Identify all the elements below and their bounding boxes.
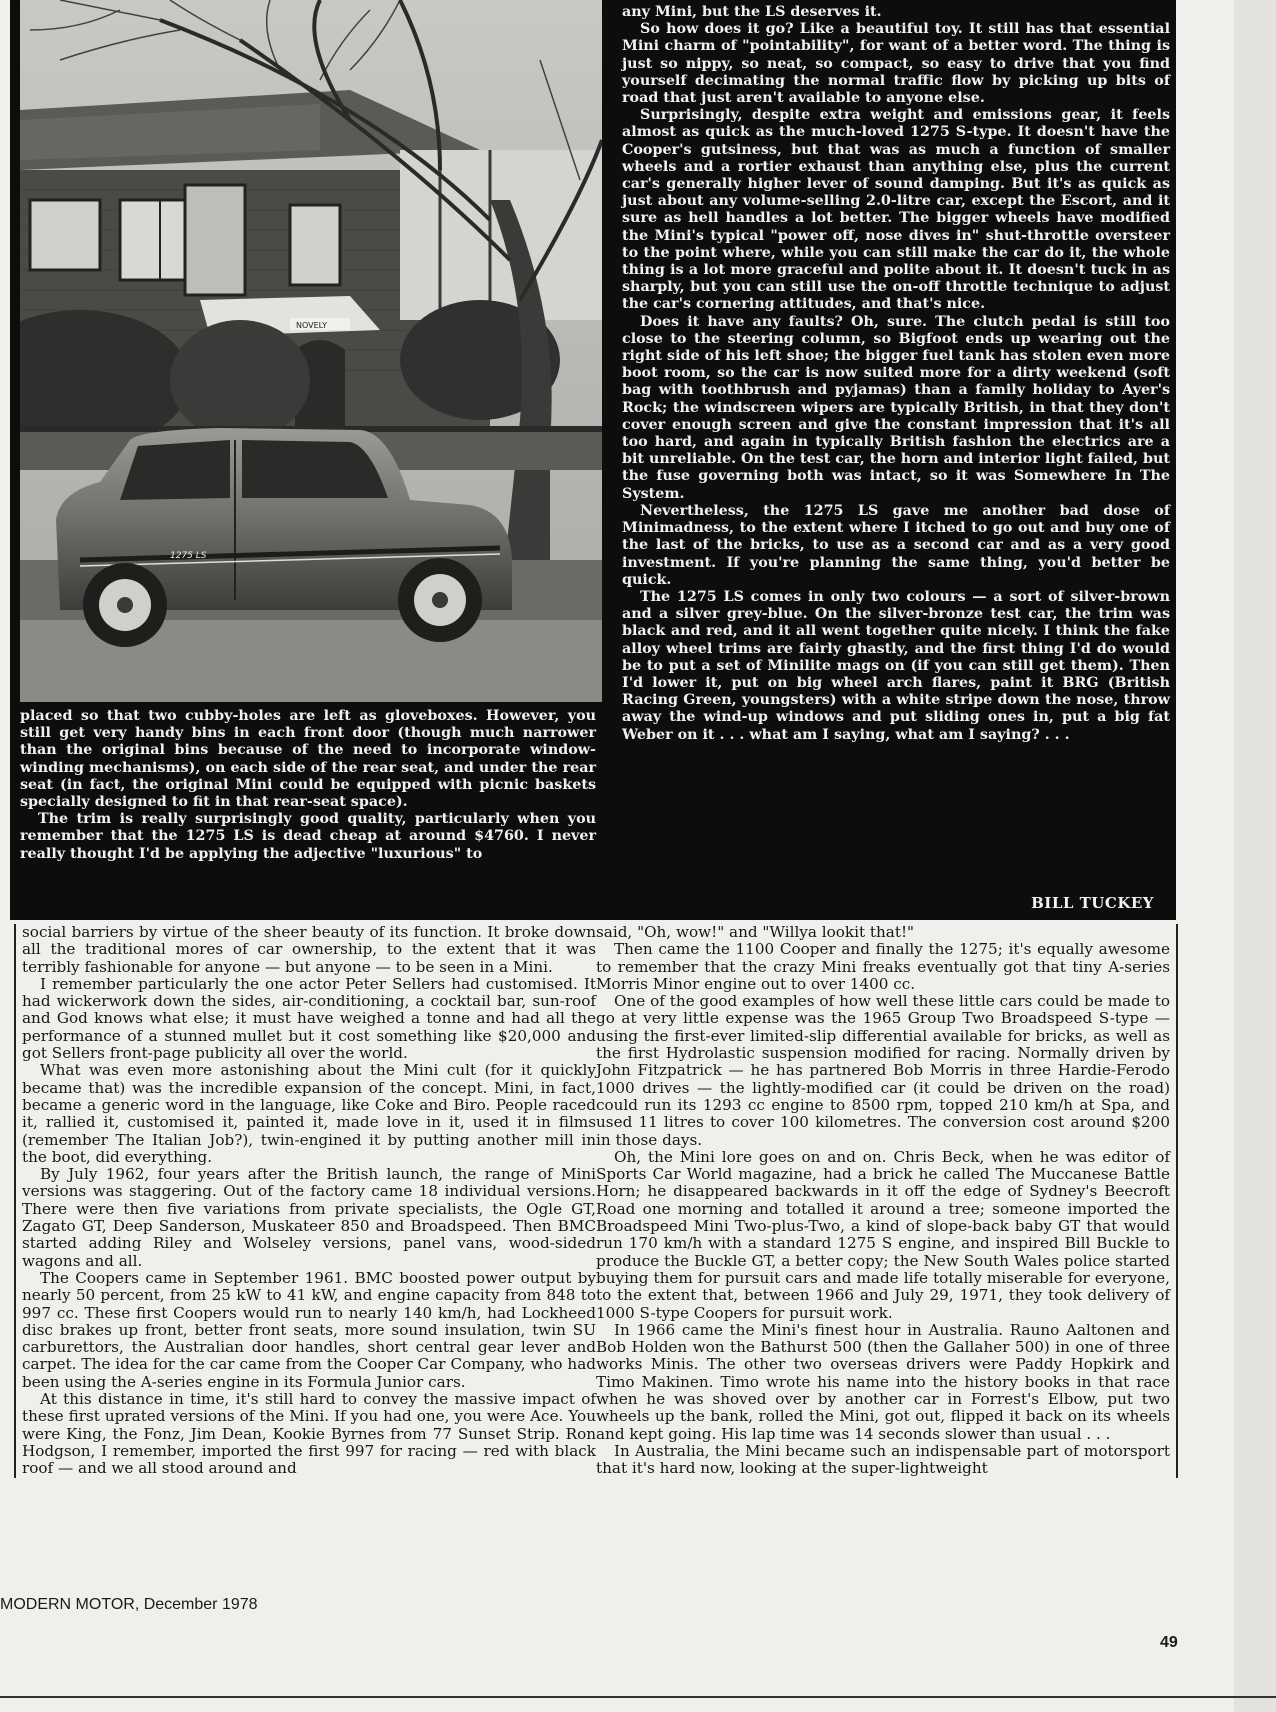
review-column-bottom xyxy=(20,708,596,863)
article-column-left xyxy=(14,924,596,1478)
article-paragraph: At this distance in time, it's still hard to convey the massive impact of these first uprated versions of the Mini. If you had one, you were Ace. You were King, the Fonz, Jim Dean, Kookie Byrnes from 77 Sunset Strip. Ron Hodgson, I remember, imported the first 997 for racing — red with black roof — and we all stood around and xyxy=(22,1390,596,1478)
review-paragraph: So how does it go? Like a beautiful toy. It still has that essential Mini charm of "pointability", for want of a better word. The thing is just so nippy, so neat, so compact, so easy to drive that you find yourself decimating the normal traffic flow by picking up bits of road that just aren't available to anyone else. xyxy=(622,21,1170,107)
review-paragraph: The 1275 LS comes in only two colours — a sort of silver-brown and a silver grey-blue. On the silver-bronze test car, the trim was black and red, and it all went together quite nicely. I think the fake alloy wheel trims are fairly ghastly, and the first thing I'd do would be to put a set of Minilite mags on (if you can still get them). Then I'd lower it, put on big wheel arch flares, paint it BRG (British Racing Green, youngsters) with a white stripe down the nose, throw away the wind-up windows and put sliding ones in, put a big fat Weber on it . . . what am I saying, what am I saying? . . . xyxy=(622,588,1170,743)
page-edge-shadow xyxy=(1234,0,1276,1712)
review-paragraph: The trim is really surprisingly good quality, particularly when you remember that the 1275 LS is dead cheap at around $4760. I never really thought I'd be applying the adjective "luxurious" to xyxy=(20,811,596,862)
review-paragraph: placed so that two cubby-holes are left as gloveboxes. However, you still get very handy bins in each front door (though much narrower than the original bins because of the need to incorporate window-winding mechanisms), on each side of the rear seat, and under the rear seat (in fact, the original Mini could be equipped with picnic baskets specially designed to fit in that rear-seat space). xyxy=(20,708,596,811)
page-number: 49 xyxy=(1160,1634,1178,1651)
article-paragraph: In Australia, the Mini became such an indispensable part of motorsport that it's hard now, looking at the super-lightweight xyxy=(596,1441,1170,1478)
car-photo xyxy=(20,0,602,702)
article-paragraph: The Coopers came in September 1961. BMC boosted power output by nearly 50 percent, from 25 kW to 41 kW, and engine capacity from 848 to 997 cc. These first Coopers would run to nearly 140 km/h, had Lockheed disc brakes up front, better front seats, more sound insulation, twin SU carburettors, the Australian door handles, short central gear lever and carpet. The idea for the car came from the Cooper Car Company, who had been using the A-series engine in its Formula Junior cars. xyxy=(22,1268,596,1391)
article-paragraph: What was even more astonishing about the Mini cult (for it quickly became that) was the incredible expansion of the concept. Mini, in fact, became a generic word in the language, like Coke and Biro. People raced it, rallied it, customised it, painted it, made love in it, used it in films (remember The Italian Job?), twin-engined it by putting another mill in the boot, did everything. xyxy=(22,1061,596,1166)
review-paragraph: any Mini, but the LS deserves it. xyxy=(622,4,882,20)
article-paragraph: said, "Oh, wow!" and "Willya lookit that!" xyxy=(596,923,915,941)
review-paragraph: Nevertheless, the 1275 LS gave me another bad dose of Minimadness, to the extent where I itched to go out and buy one of the last of the bricks, to use as a second car and as a very good investment. If you're planning the same thing, you'd better be quick. xyxy=(622,502,1170,588)
article-paragraph: By July 1962, four years after the British launch, the range of Mini versions was staggering. Out of the factory came 18 individual versions. There were then five variations from private specialists, the Ogle GT, Zagato GT, Deep Sanderson, Muskateer 850 and Broadspeed. Then BMC started adding Riley and Wolseley versions, panel vans, wood-sided wagons and all. xyxy=(22,1165,596,1270)
review-paragraph: Surprisingly, despite extra weight and emissions gear, it feels almost as quick as the much-loved 1275 S-type. It doesn't have the Cooper's gutsiness, but that was as much a function of smaller wheels and a rortier exhaust than anything else, plus the current car's generally higher lever of sound damping. But it's as quick as just about any volume-selling 2.0-litre car, except the Escort, and it sure as hell handles a lot better. The bigger wheels have modified the Mini's typical "power off, nose dives in" shut-throttle oversteer to the point where, while you can still make the car do it, the whole thing is a lot more graceful and polite about it. It doesn't tuck in as sharply, but you can still use the on-off throttle technique to adjust the car's cornering attitudes, and that's nice. xyxy=(622,107,1170,313)
car-badge: 1275 LS xyxy=(170,551,207,561)
article-paragraph: Oh, the Mini lore goes on and on. Chris Beck, when he was editor of Sports Car World magazine, had a brick he called The Muccanese Battle Horn; he disappeared backwards in it off the edge of Sydney's Beecroft Road one morning and totalled it around a tree; someone imported the Broadspeed Mini Two-plus-Two, a kind of slope-back baby GT that would run 170 km/h with a standard 1275 S engine, and inspired Bill Buckle to produce the Buckle GT, a better copy; the New South Wales police started buying them for pursuit cars and made life totally miserable for everyone, to the extent that, between 1966 and July 29, 1971, they took delivery of 1000 S-type Coopers for pursuit work. xyxy=(596,1147,1170,1322)
article-paragraph: Then came the 1100 Cooper and finally the 1275; it's equally awesome to remember that the crazy Mini freaks eventually got that tiny A-series Morris Minor engine out to over 1400 cc. xyxy=(596,940,1170,993)
review-paragraph: Does it have any faults? Oh, sure. The clutch pedal is still too close to the steering column, so Bigfoot ends up wearing out the right side of his left shoe; the bigger fuel tank has stolen even more boot room, so the car is now suited more for a dirty weekend (soft bag with toothbrush and pyjamas) than a family holiday to Ayer's Rock; the windscreen wipers are typically British, in that they don't cover enough screen and give the constant impression that it's all too hard, and again in typically British fashion the electrics are a bit unreliable. On the test car, the horn and interior light failed, but the fuse governing both was intact, so it was Somewhere In The System. xyxy=(622,313,1170,502)
article-paragraph: I remember particularly the one actor Peter Sellers had customised. It had wickerwork down the sides, air-conditioning, a cocktail bar, sun-roof and God knows what else; it must have weighed a tonne and had all the performance of a stunned mullet but it cost something like $20,000 and got Sellers front-page publicity all over the world. xyxy=(22,974,596,1063)
article-paragraph: One of the good examples of how well these little cars could be made to go at very little expense was the 1965 Group Two Broadspeed S-type — using the first-ever limited-slip differential available for bricks, as well as the first Hydrolastic suspension modified for racing. Normally driven by John Fitzpatrick — he has partnered Bob Morris in three Hardie-Ferodo 1000 drives — the lightly-modified car (it could be driven on the road) could run its 1293 cc engine to 8500 rpm, topped 210 km/h at Spa, and used 11 litres to cover 100 kilometres. The conversion cost around $200 in those days. xyxy=(596,992,1170,1149)
author-byline: BILL TUCKEY xyxy=(1031,894,1154,912)
article-paragraph: In 1966 came the Mini's finest hour in Australia. Rauno Aaltonen and Bob Holden won the Bathurst 500 (then the Gallaher 500) in one of three works Minis. The other two overseas drivers were Paddy Hopkirk and Timo Makinen. Timo wrote his name into the history books in that race when he was shoved over by another car in Forrest's Elbow, put two wheels up the bank, rolled the Mini, got out, flipped it back on its wheels and kept going. His lap time was 14 seconds slower than usual . . . xyxy=(596,1320,1170,1443)
article-paragraph: social barriers by virtue of the sheer beauty of its function. It broke down all the traditional mores of car ownership, to the extent that it was terribly fashionable for anyone — but anyone — to be seen in a Mini. xyxy=(22,923,596,976)
bottom-rule xyxy=(0,1696,1276,1698)
publication-footer: MODERN MOTOR, December 1978 xyxy=(0,1596,258,1613)
article-column-right xyxy=(596,924,1178,1478)
review-column-top xyxy=(622,4,1170,744)
house-sign-text: NOVELY xyxy=(296,321,327,330)
